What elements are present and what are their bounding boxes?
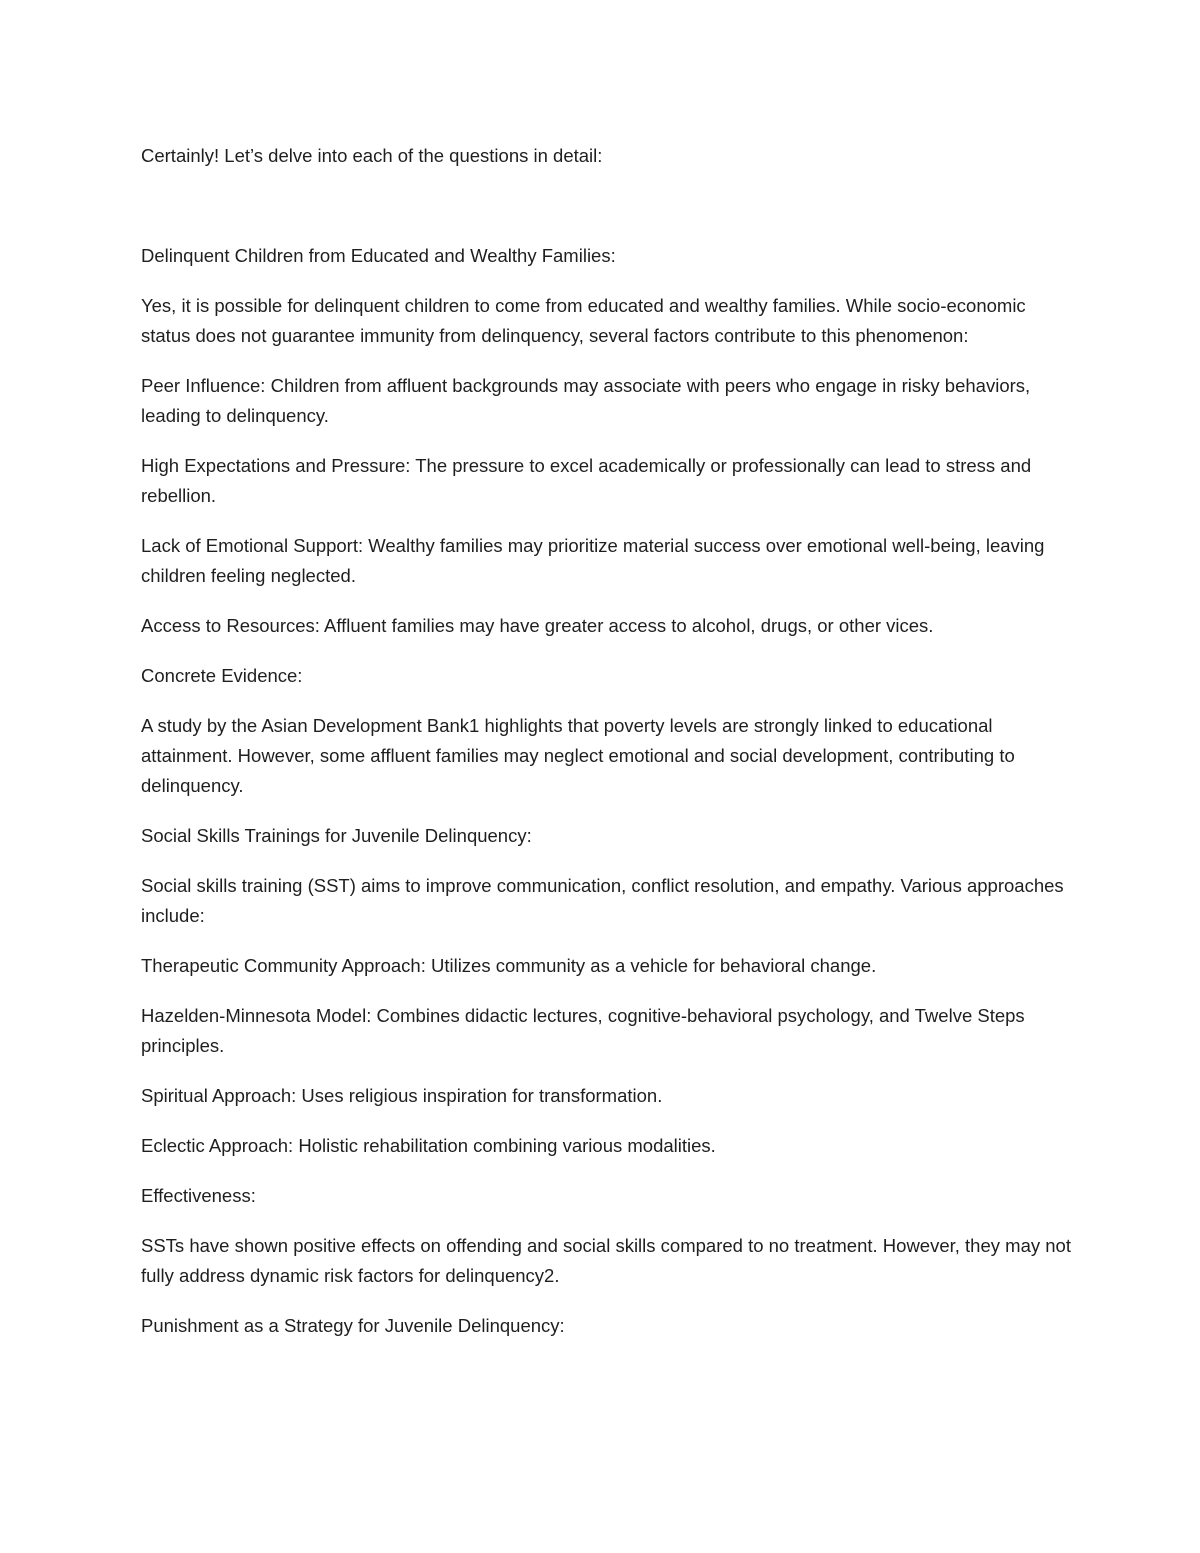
section-heading-punishment: Punishment as a Strategy for Juvenile Delinquency: bbox=[141, 1315, 565, 1336]
section-heading-effectiveness: Effectiveness: bbox=[141, 1185, 256, 1206]
paragraph: A study by the Asian Development Bank1 highlights that poverty levels are strongly linked to educational attainment. However, some affluent families may neglect emotional and social development, contributing to delinquency. bbox=[141, 715, 1015, 796]
paragraph: Hazelden-Minnesota Model: Combines didactic lectures, cognitive-behavioral psychology, and Twelve Steps principles. bbox=[141, 1005, 1025, 1056]
paragraph: Yes, it is possible for delinquent children to come from educated and wealthy families. While socio-economic status does not guarantee immunity from delinquency, several factors contribute to this phenomenon: bbox=[141, 295, 1026, 346]
paragraph: Lack of Emotional Support: Wealthy families may prioritize material success over emotional well-being, leaving children feeling neglected. bbox=[141, 535, 1045, 586]
document-body bbox=[141, 141, 1071, 1341]
paragraph: Eclectic Approach: Holistic rehabilitation combining various modalities. bbox=[141, 1135, 716, 1156]
paragraph: Peer Influence: Children from affluent backgrounds may associate with peers who engage in risky behaviors, leading to delinquency. bbox=[141, 375, 1031, 426]
paragraph: Spiritual Approach: Uses religious inspiration for transformation. bbox=[141, 1085, 663, 1106]
section-heading-concrete-evidence: Concrete Evidence: bbox=[141, 665, 303, 686]
section-heading-delinquent-children: Delinquent Children from Educated and Wealthy Families: bbox=[141, 245, 616, 266]
intro-line: Certainly! Let’s delve into each of the questions in detail: bbox=[141, 145, 603, 166]
paragraph: Therapeutic Community Approach: Utilizes community as a vehicle for behavioral change. bbox=[141, 955, 877, 976]
paragraph: Access to Resources: Affluent families may have greater access to alcohol, drugs, or other vices. bbox=[141, 615, 934, 636]
paragraph: Social skills training (SST) aims to improve communication, conflict resolution, and empathy. Various approaches include: bbox=[141, 875, 1064, 926]
section-heading-social-skills: Social Skills Trainings for Juvenile Delinquency: bbox=[141, 825, 532, 846]
paragraph: High Expectations and Pressure: The pressure to excel academically or professionally can lead to stress and rebellion. bbox=[141, 455, 1032, 506]
paragraph: SSTs have shown positive effects on offending and social skills compared to no treatment. However, they may not fully address dynamic risk factors for delinquency2. bbox=[141, 1235, 1071, 1286]
